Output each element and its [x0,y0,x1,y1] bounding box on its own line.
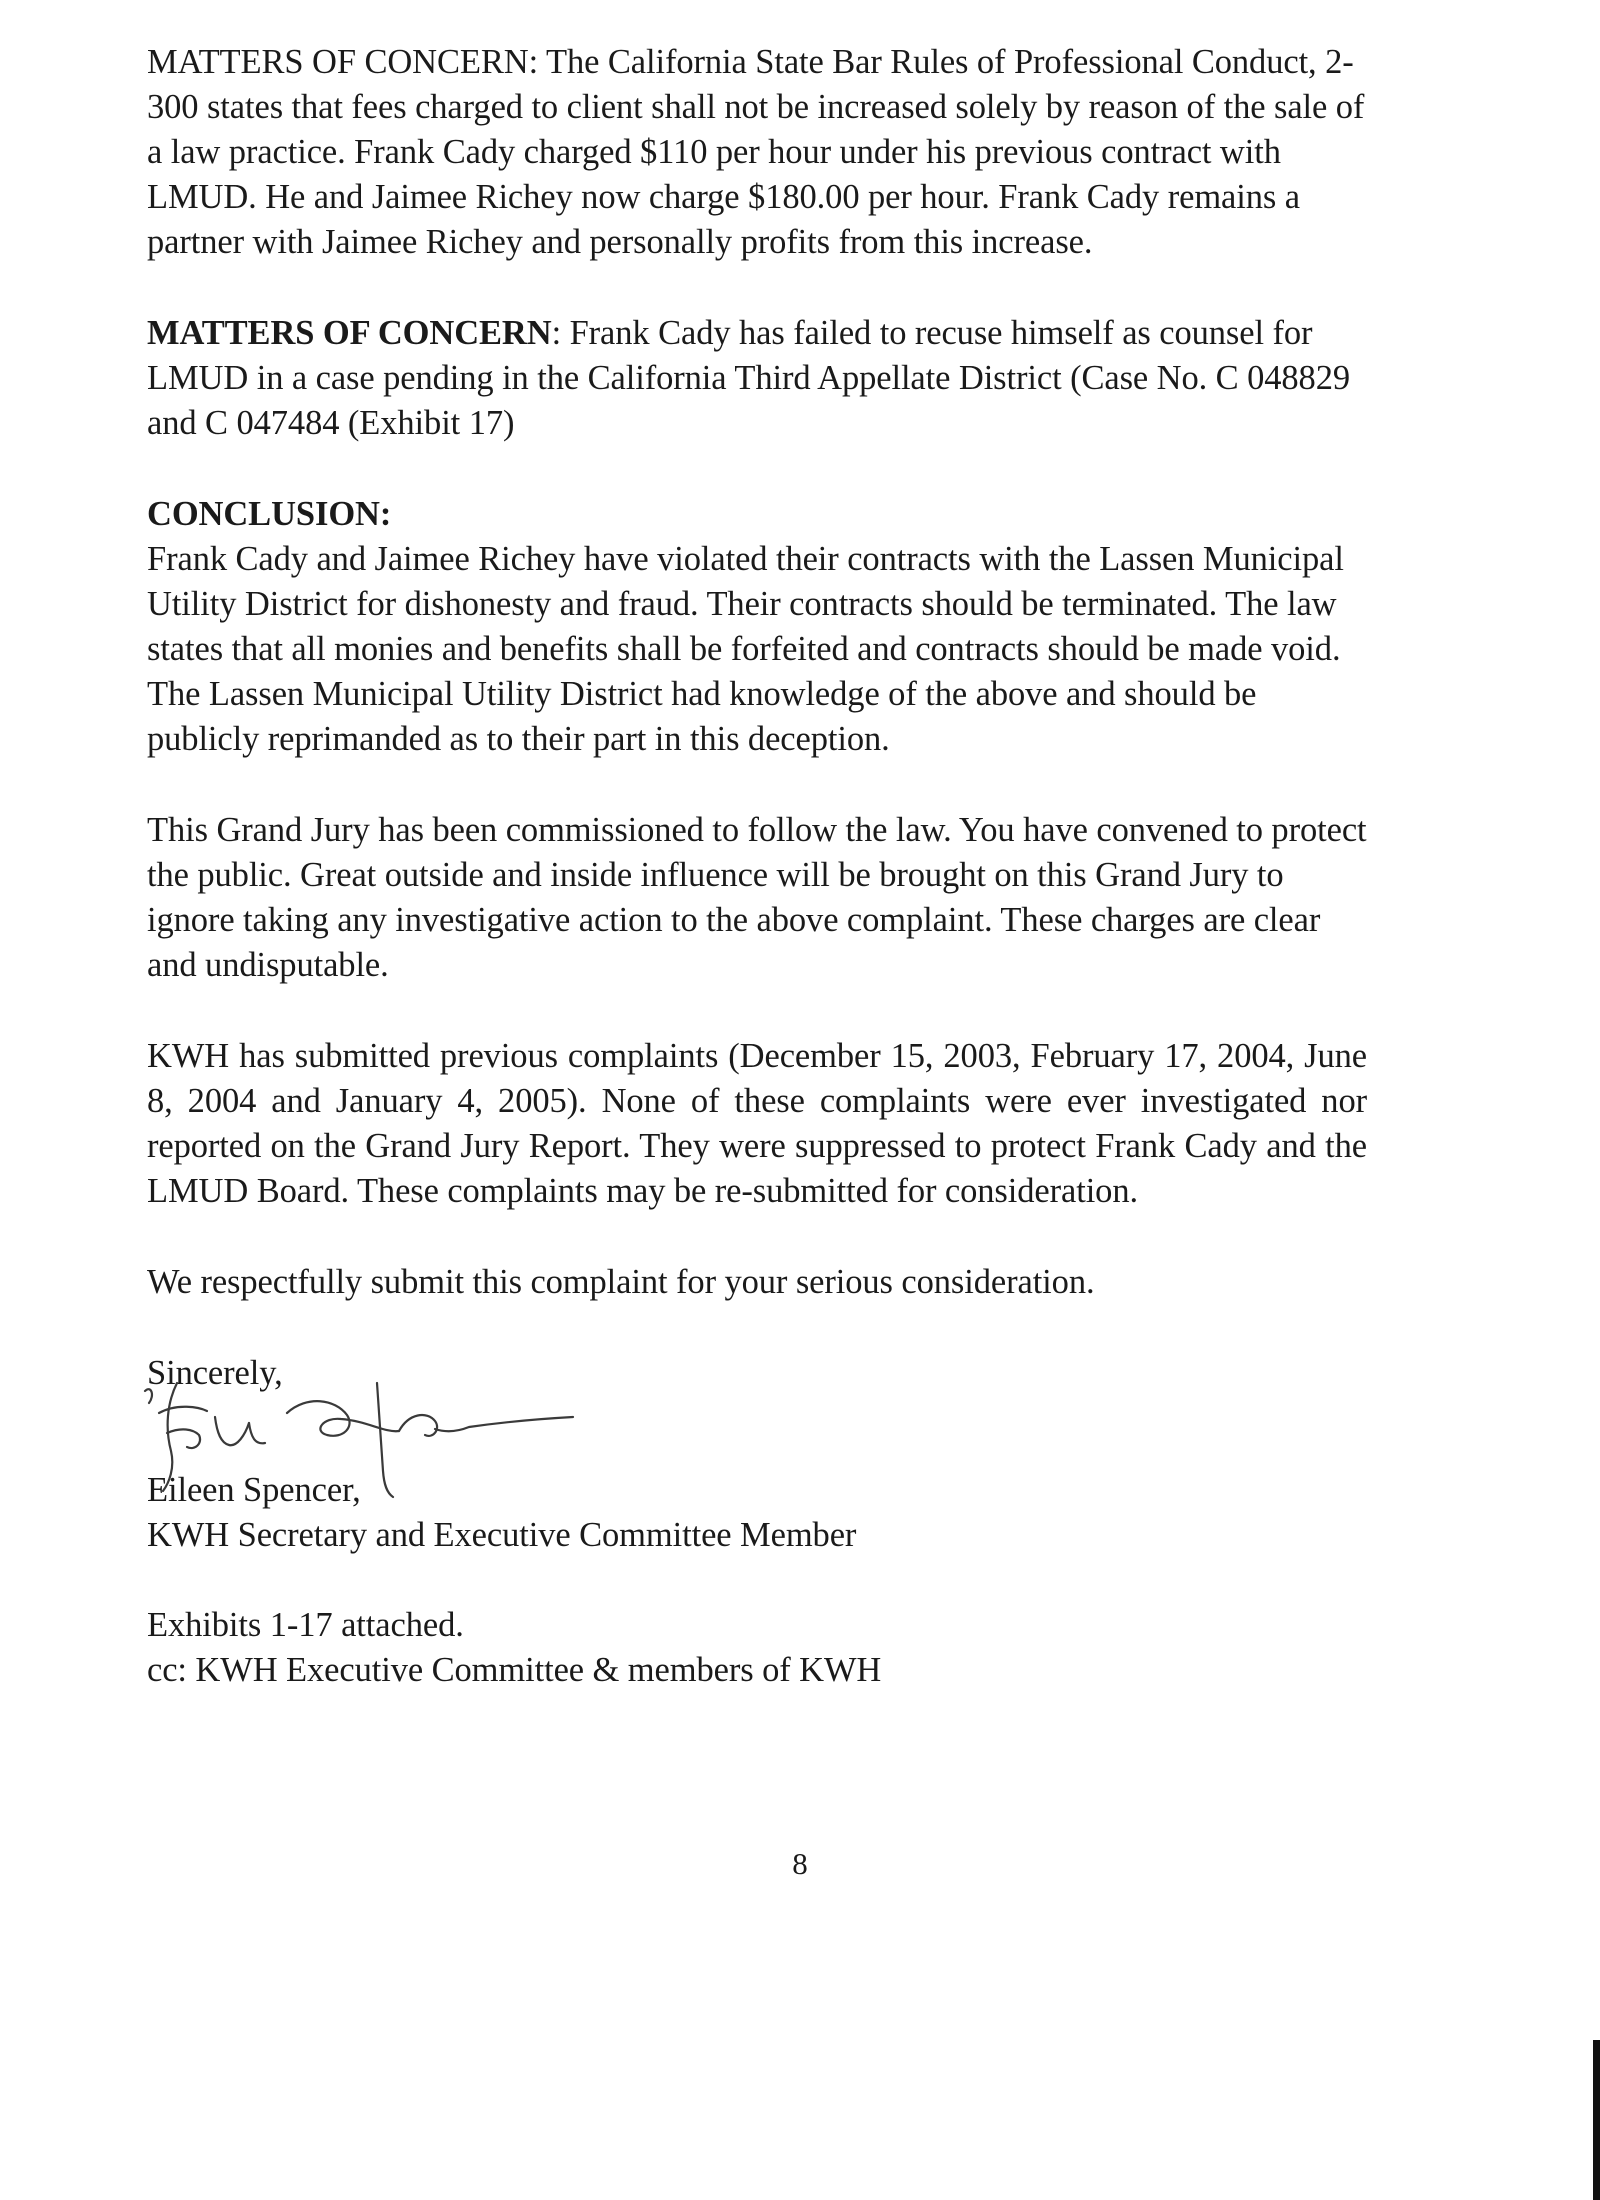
conclusion-section [147,492,1367,762]
enclosure-spacer [147,1558,1367,1603]
grand-jury-paragraph: This Grand Jury has been commissioned to follow the law. You have convened to protect the public. Great outside and inside influence will be brought on this Grand Jury to ignore taking any investigative action to the above complaint. These charges are clear and undisputable. [147,811,1367,984]
handwritten-signature [137,1373,577,1503]
matters-of-concern-fees [147,40,1367,265]
signer-name: Eileen Spencer, [147,1471,361,1509]
letter-body [147,40,1367,1693]
exhibits-note: Exhibits 1-17 attached. [147,1606,464,1644]
fees-text: The California State Bar Rules of Professional Conduct, 2-300 states that fees charged to client shall not be increased solely by reason of the sale of a law practice. Frank Cady charged $110 per hour under his previous contract with LMUD. He and Jaimee Richey now charge $180.00 per hour. Frank Cady remains a partner with Jaimee Richey and personally profits from this increase. [147,43,1365,261]
submission-paragraph: We respectfully submit this complaint for your serious consideration. [147,1263,1095,1301]
conclusion-text: Frank Cady and Jaimee Richey have violated their contracts with the Lassen Municipal Utility District for dishonesty and fraud. Their contracts should be terminated. The law states that all monies and benefits shall be forfeited and contracts should be made void. The Lassen Municipal Utility District had knowledge of the above and should be publicly reprimanded as to their part in this deception. [147,540,1344,758]
salutation: Sincerely, [147,1354,283,1392]
recusal-lead: MATTERS OF CONCERN [147,314,552,352]
page-number: 8 [792,1846,808,1881]
recusal-text: : Frank Cady has failed to recuse himself as counsel for LMUD in a case pending in the California Third Appellate District (Case No. C 048829 and C 047484 (Exhibit 17) [147,314,1351,442]
matters-of-concern-recusal [147,311,1367,446]
enclosures [147,1603,1367,1693]
fees-lead: MATTERS OF CONCERN: [147,43,539,81]
cc-note: cc: KWH Executive Committee & members of KWH [147,1651,882,1689]
signer-title: KWH Secretary and Executive Committee Member [147,1516,857,1554]
signature-block [147,1351,1367,1558]
previous-complaints-paragraph: KWH has submitted previous complaints (December 15, 2003, February 17, 2004, June 8, 2004 and January 4, 2005). None of these complaints were ever investigated nor reported on the Grand Jury Report. They were suppressed to protect Frank Cady and the LMUD Board. These complaints may be re-submitted for consideration. [147,1037,1367,1210]
conclusion-heading: CONCLUSION: [147,495,392,533]
scan-edge-mark [1593,2040,1600,2200]
